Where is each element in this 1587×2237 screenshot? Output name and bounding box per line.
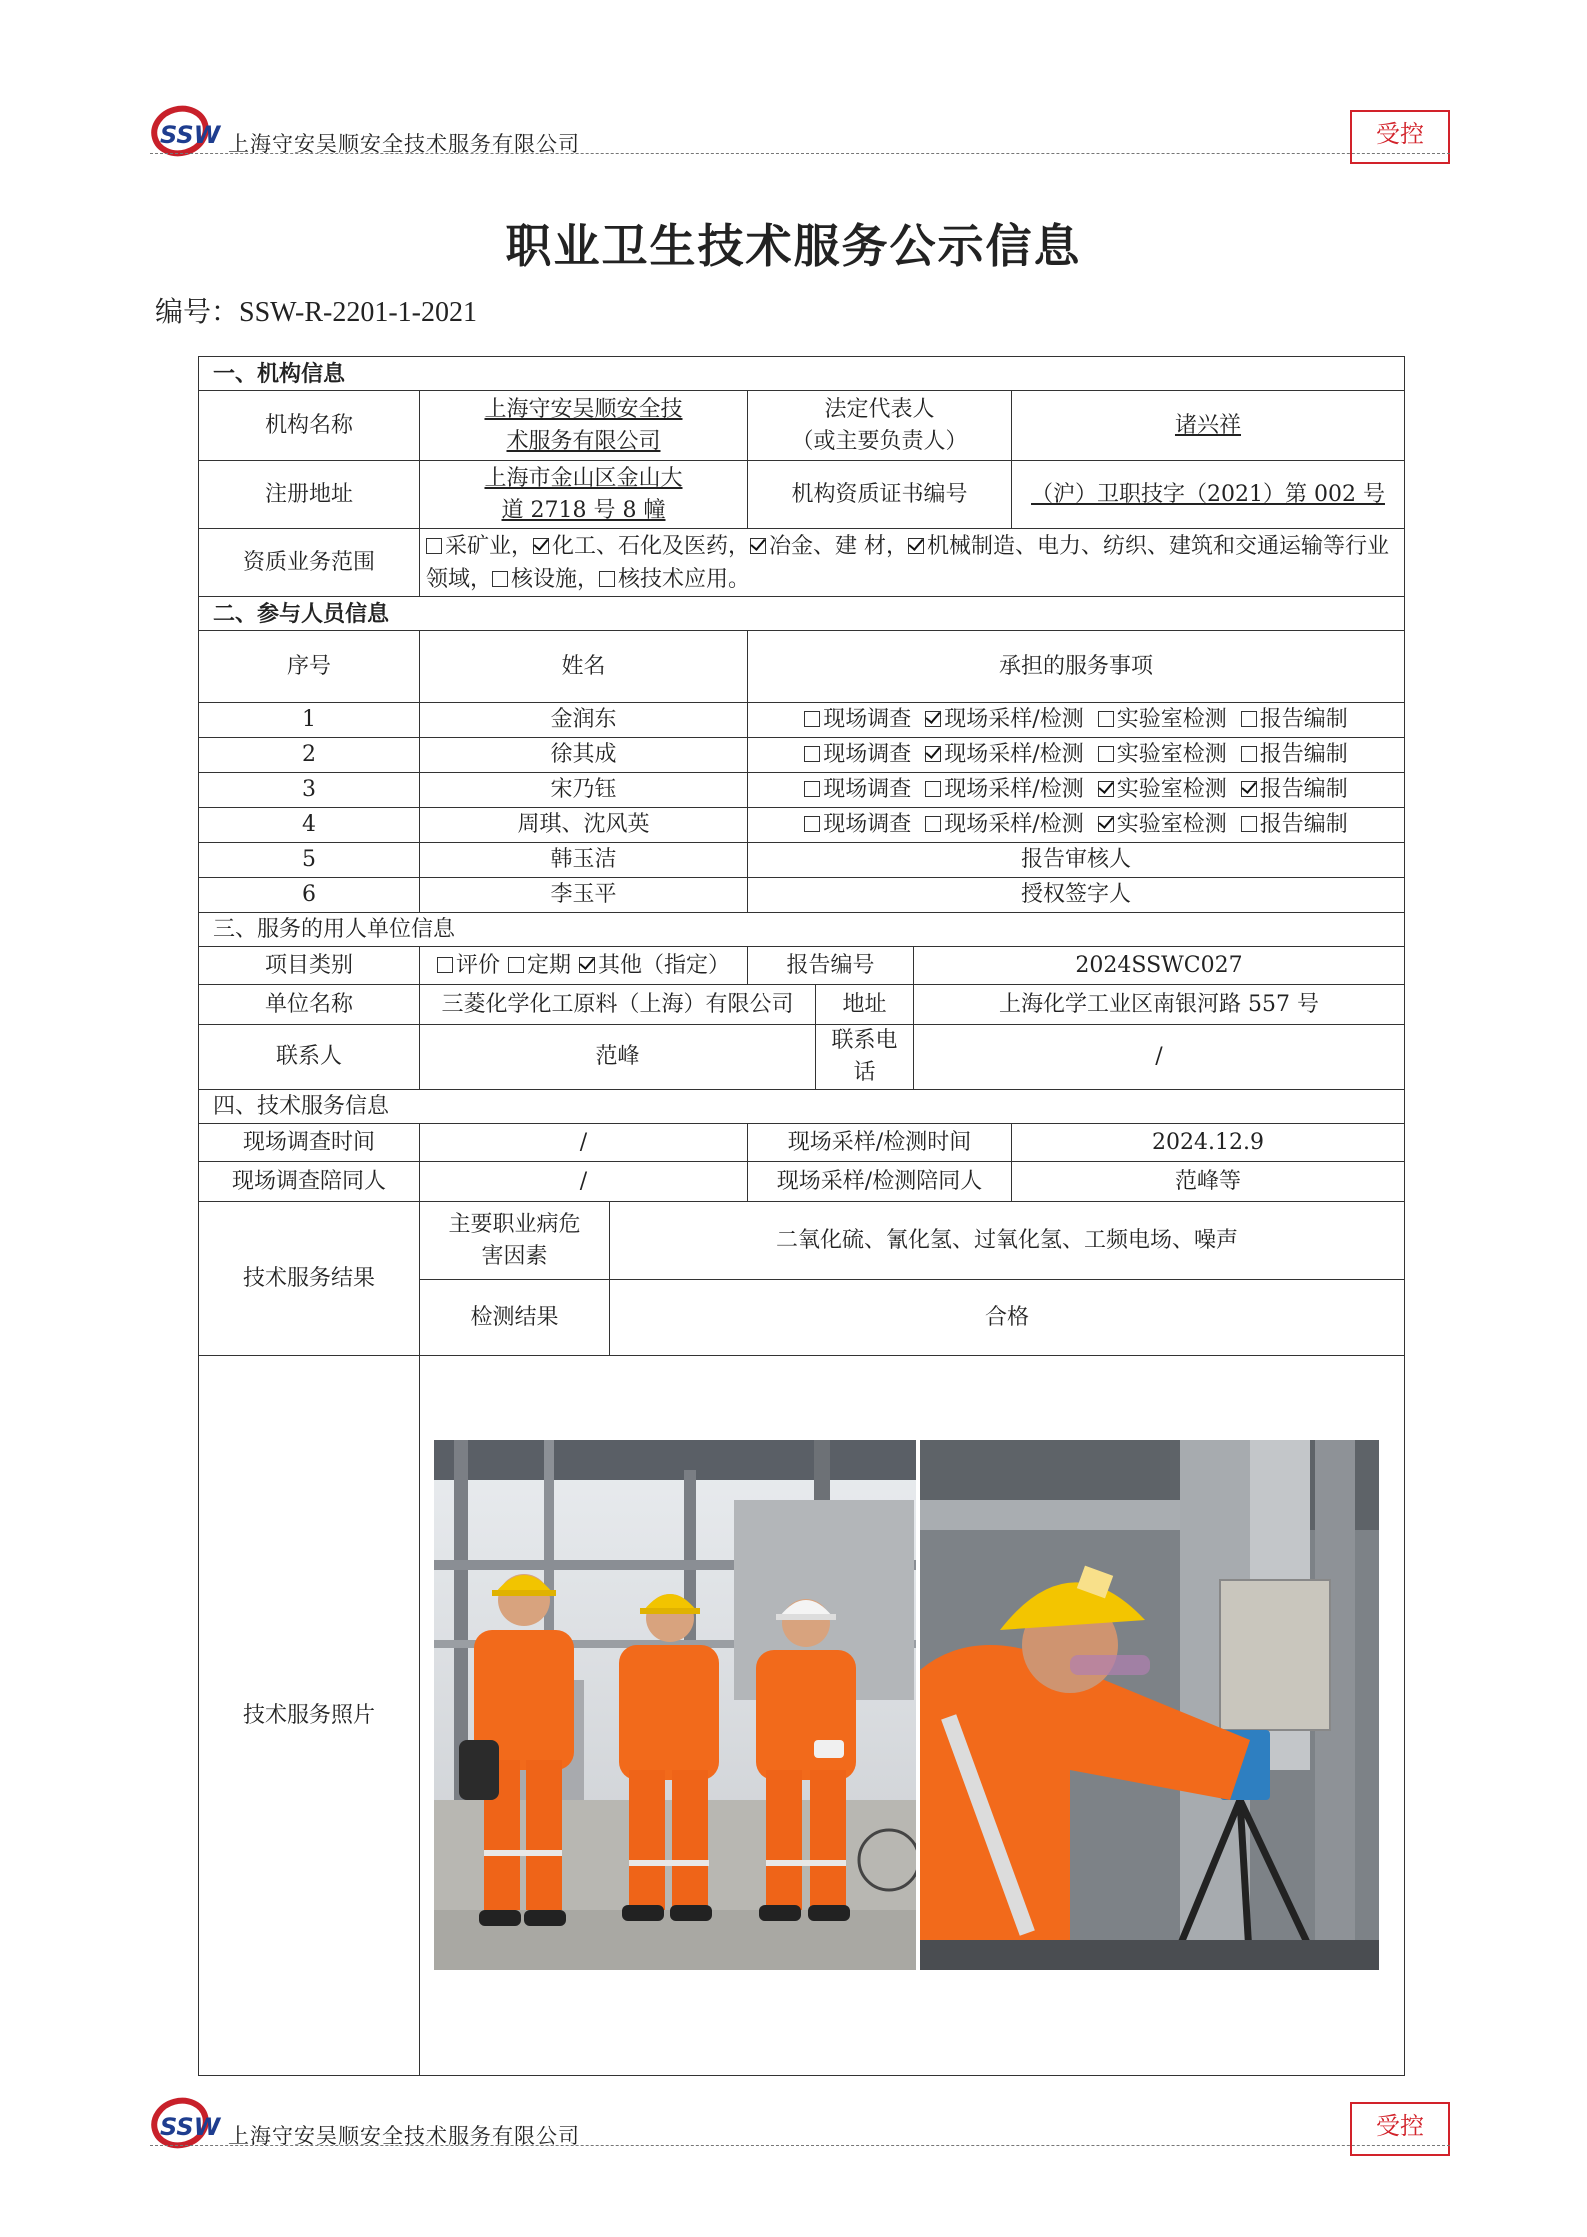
header-company-name: 上海守安吴顺安全技术服务有限公司	[228, 132, 580, 156]
section4-heading: 四、技术服务信息	[199, 1090, 1405, 1124]
table-row: 1 金润东 现场调查 现场采样/检测 实验室检测 报告编制	[199, 703, 1405, 738]
section3-heading: 三、服务的用人单位信息	[199, 913, 1405, 947]
project-type-label: 项目类别	[199, 947, 420, 985]
test-result-value: 合格	[610, 1280, 1405, 1356]
ssw-logo	[150, 2090, 230, 2150]
cert-label: 机构资质证书编号	[748, 461, 1012, 529]
table-row: 3 宋乃钰 现场调查 现场采样/检测 实验室检测 报告编制	[199, 773, 1405, 808]
hazard-label: 主要职业病危 害因素	[420, 1202, 610, 1280]
checkbox-mining	[426, 538, 442, 554]
ssw-logo	[150, 98, 230, 158]
col-service-items: 承担的服务事项	[748, 631, 1405, 703]
page-title: 职业卫生技术服务公示信息	[505, 219, 1082, 273]
report-no-value: 2024SSWC027	[914, 947, 1405, 985]
cert-value: （沪）卫职技字（2021）第 002 号	[1012, 461, 1405, 529]
scope-value: 采矿业， 化工、石化及医药， 冶金、建 材， 机械制造、电力、纺织、建筑和交通运输等行业领域， 核设施， 核技术应用。	[420, 529, 1405, 597]
service-checks: 现场调查 现场采样/检测 实验室检测 报告编制	[748, 773, 1405, 808]
unit-name-label: 单位名称	[199, 985, 420, 1025]
section1-heading: 一、机构信息	[199, 357, 1405, 391]
checkbox-machinery	[908, 538, 924, 554]
legal-rep-value: 诸兴祥	[1012, 391, 1405, 461]
result-label: 技术服务结果	[199, 1202, 420, 1356]
unit-addr-value: 上海化学工业区南银河路 557 号	[914, 985, 1405, 1025]
hazard-value: 二氧化硫、氰化氢、过氧化氢、工频电场、噪声	[610, 1202, 1405, 1280]
footer-divider	[150, 2145, 1450, 2146]
service-checks: 现场调查 现场采样/检测 实验室检测 报告编制	[748, 738, 1405, 773]
header-divider	[150, 153, 1450, 154]
photo-label: 技术服务照片	[199, 1356, 420, 2076]
sampling-time-value: 2024.12.9	[1012, 1124, 1405, 1162]
col-no: 序号	[199, 631, 420, 703]
document-number: 编号：SSW-R-2201-1-2021	[155, 297, 478, 328]
table-row: 6 李玉平 授权签字人	[199, 878, 1405, 913]
contact-value: 范峰	[420, 1025, 816, 1090]
test-result-label: 检测结果	[420, 1280, 610, 1356]
logo-text: SSW	[160, 121, 221, 149]
col-name: 姓名	[420, 631, 748, 703]
checkbox-nuclear-tech	[599, 571, 615, 587]
photo-workers	[434, 1440, 916, 1970]
service-checks: 现场调查 现场采样/检测 实验室检测 报告编制	[748, 808, 1405, 843]
sampling-time-label: 现场采样/检测时间	[748, 1124, 1012, 1162]
controlled-stamp: 受控	[1350, 2102, 1450, 2156]
controlled-stamp: 受控	[1350, 110, 1450, 164]
unit-name-value: 三菱化学化工原料（上海）有限公司	[420, 985, 816, 1025]
survey-escort-label: 现场调查陪同人	[199, 1162, 420, 1202]
checkbox-nuclear-facility	[492, 571, 508, 587]
page-footer	[150, 2090, 1450, 2150]
checkbox-chemical	[533, 538, 549, 554]
org-name-label: 机构名称	[199, 391, 420, 461]
section2-heading: 二、参与人员信息	[199, 597, 1405, 631]
service-checks: 现场调查 现场采样/检测 实验室检测 报告编制	[748, 703, 1405, 738]
logo-text: SSW	[160, 2113, 221, 2141]
scope-label: 资质业务范围	[199, 529, 420, 597]
project-type-options: 评价 定期 其他（指定）	[420, 947, 748, 985]
sampling-escort-label: 现场采样/检测陪同人	[748, 1162, 1012, 1202]
legal-rep-label: 法定代表人 （或主要负责人）	[748, 391, 1012, 461]
page-header	[150, 98, 1450, 158]
address-label: 注册地址	[199, 461, 420, 529]
checkbox-metallurgy	[750, 538, 766, 554]
survey-time-value: /	[420, 1124, 748, 1162]
survey-escort-value: /	[420, 1162, 748, 1202]
table-row: 4 周琪、沈风英 现场调查 现场采样/检测 实验室检测 报告编制	[199, 808, 1405, 843]
report-no-label: 报告编号	[748, 947, 914, 985]
sampling-escort-value: 范峰等	[1012, 1162, 1405, 1202]
phone-value: /	[914, 1025, 1405, 1090]
address-value: 上海市金山区金山大 道 2718 号 8 幢	[420, 461, 748, 529]
survey-time-label: 现场调查时间	[199, 1124, 420, 1162]
table-row: 5 韩玉洁 报告审核人	[199, 843, 1405, 878]
photo-sampling	[920, 1440, 1379, 1970]
unit-addr-label: 地址	[816, 985, 914, 1025]
table-row: 2 徐其成 现场调查 现场采样/检测 实验室检测 报告编制	[199, 738, 1405, 773]
footer-company-name: 上海守安吴顺安全技术服务有限公司	[228, 2124, 580, 2148]
contact-label: 联系人	[199, 1025, 420, 1090]
phone-label: 联系电话	[816, 1025, 914, 1090]
org-name-value: 上海守安吴顺安全技 术服务有限公司	[420, 391, 748, 461]
